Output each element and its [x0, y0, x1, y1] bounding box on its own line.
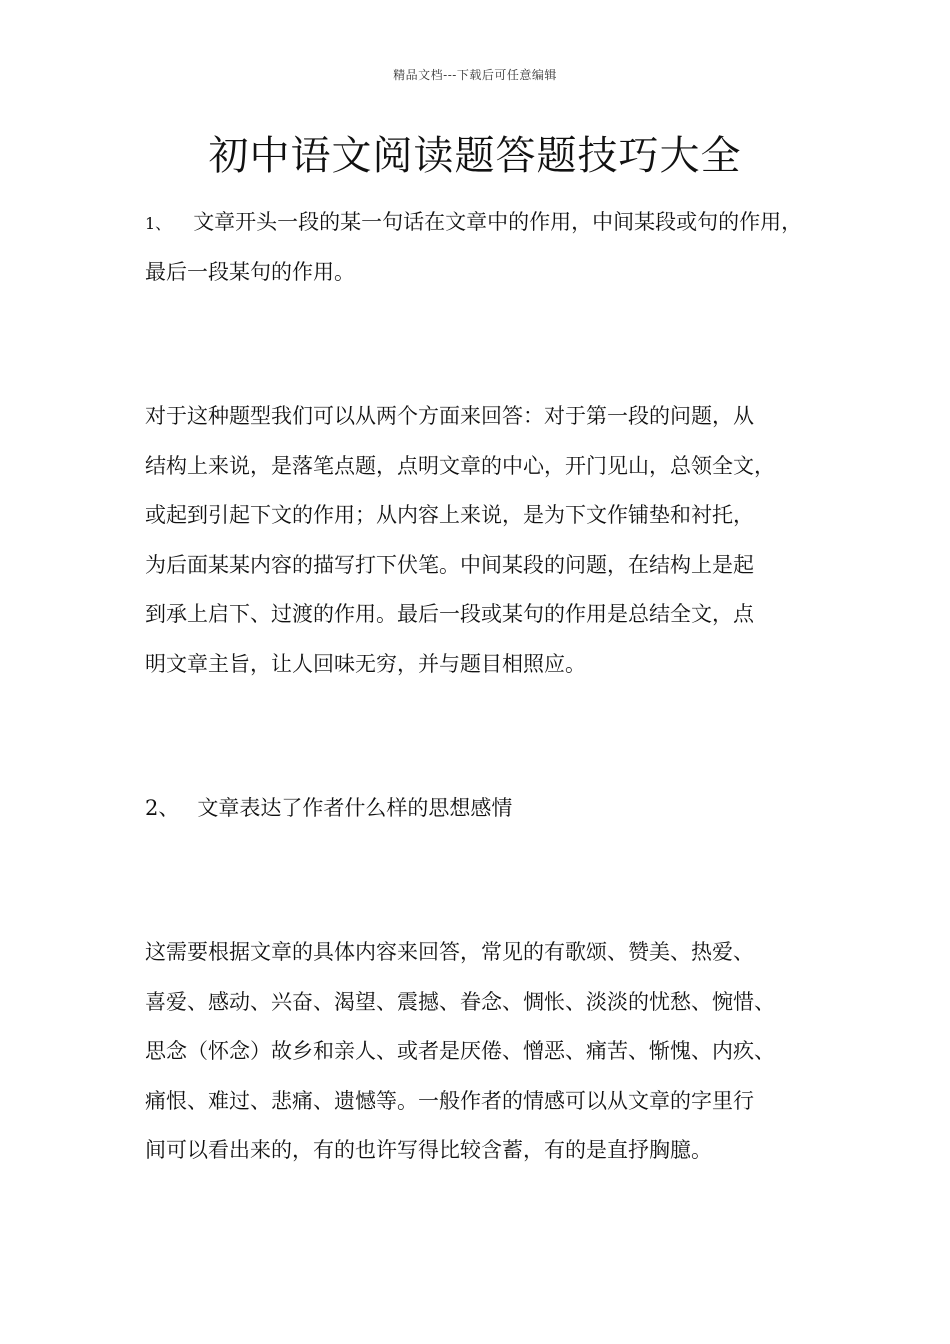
- answer-1-line-3: 或起到引起下文的作用；从内容上来说，是为下文作铺垫和衬托，: [145, 503, 754, 527]
- question-1-line-2: 最后一段某句的作用。: [145, 259, 355, 284]
- answer-1-line-2: 结构上来说，是落笔点题，点明文章的中心，开门见山，总领全文，: [145, 453, 775, 478]
- answer-1-line-6: 明文章主旨，让人回味无穷，并与题目相照应。: [145, 651, 586, 676]
- answer-1-line-5: 到承上启下、过渡的作用。最后一段或某句的作用是总结全文，点: [145, 602, 754, 626]
- question-2-line-1: [145, 784, 825, 834]
- question-2-number: 2、: [145, 796, 180, 820]
- answer-2-line-5: 间可以看出来的，有的也许写得比较含蓄，有的是直抒胸臆。: [145, 1138, 712, 1162]
- question-1: [145, 198, 825, 297]
- question-1-text-1: 文章开头一段的某一句话在文章中的作用，中间某段或句的作用，: [193, 210, 803, 234]
- question-1-number: 1、: [145, 214, 172, 233]
- answer-2-line-2: 喜爱、感动、兴奋、渴望、震撼、眷念、惆怅、淡淡的忧愁、惋惜、: [145, 989, 775, 1014]
- answer-2-line-3: 思念（怀念）故乡和亲人、或者是厌倦、憎恶、痛苦、惭愧、内疚、: [145, 1039, 775, 1063]
- answer-1-line-4: 为后面某某内容的描写打下伏笔。中间某段的问题，在结构上是起: [145, 552, 754, 577]
- answer-1: [145, 392, 825, 689]
- answer-2: [145, 928, 825, 1176]
- answer-1-line-1: 对于这种题型我们可以从两个方面来回答：对于第一段的问题，从: [145, 404, 754, 428]
- question-1-line-1: [145, 198, 825, 248]
- answer-2-line-1: 这需要根据文章的具体内容来回答，常见的有歌颂、赞美、热爱、: [145, 940, 754, 964]
- answer-2-line-4: 痛恨、难过、悲痛、遗憾等。一般作者的情感可以从文章的字里行: [145, 1088, 754, 1113]
- document-title: 初中语文阅读题答题技巧大全: [208, 133, 742, 179]
- question-2-text: 文章表达了作者什么样的思想感情: [197, 796, 513, 820]
- question-2: [145, 784, 825, 834]
- page-header: 精品文档---下载后可任意编辑: [393, 68, 557, 82]
